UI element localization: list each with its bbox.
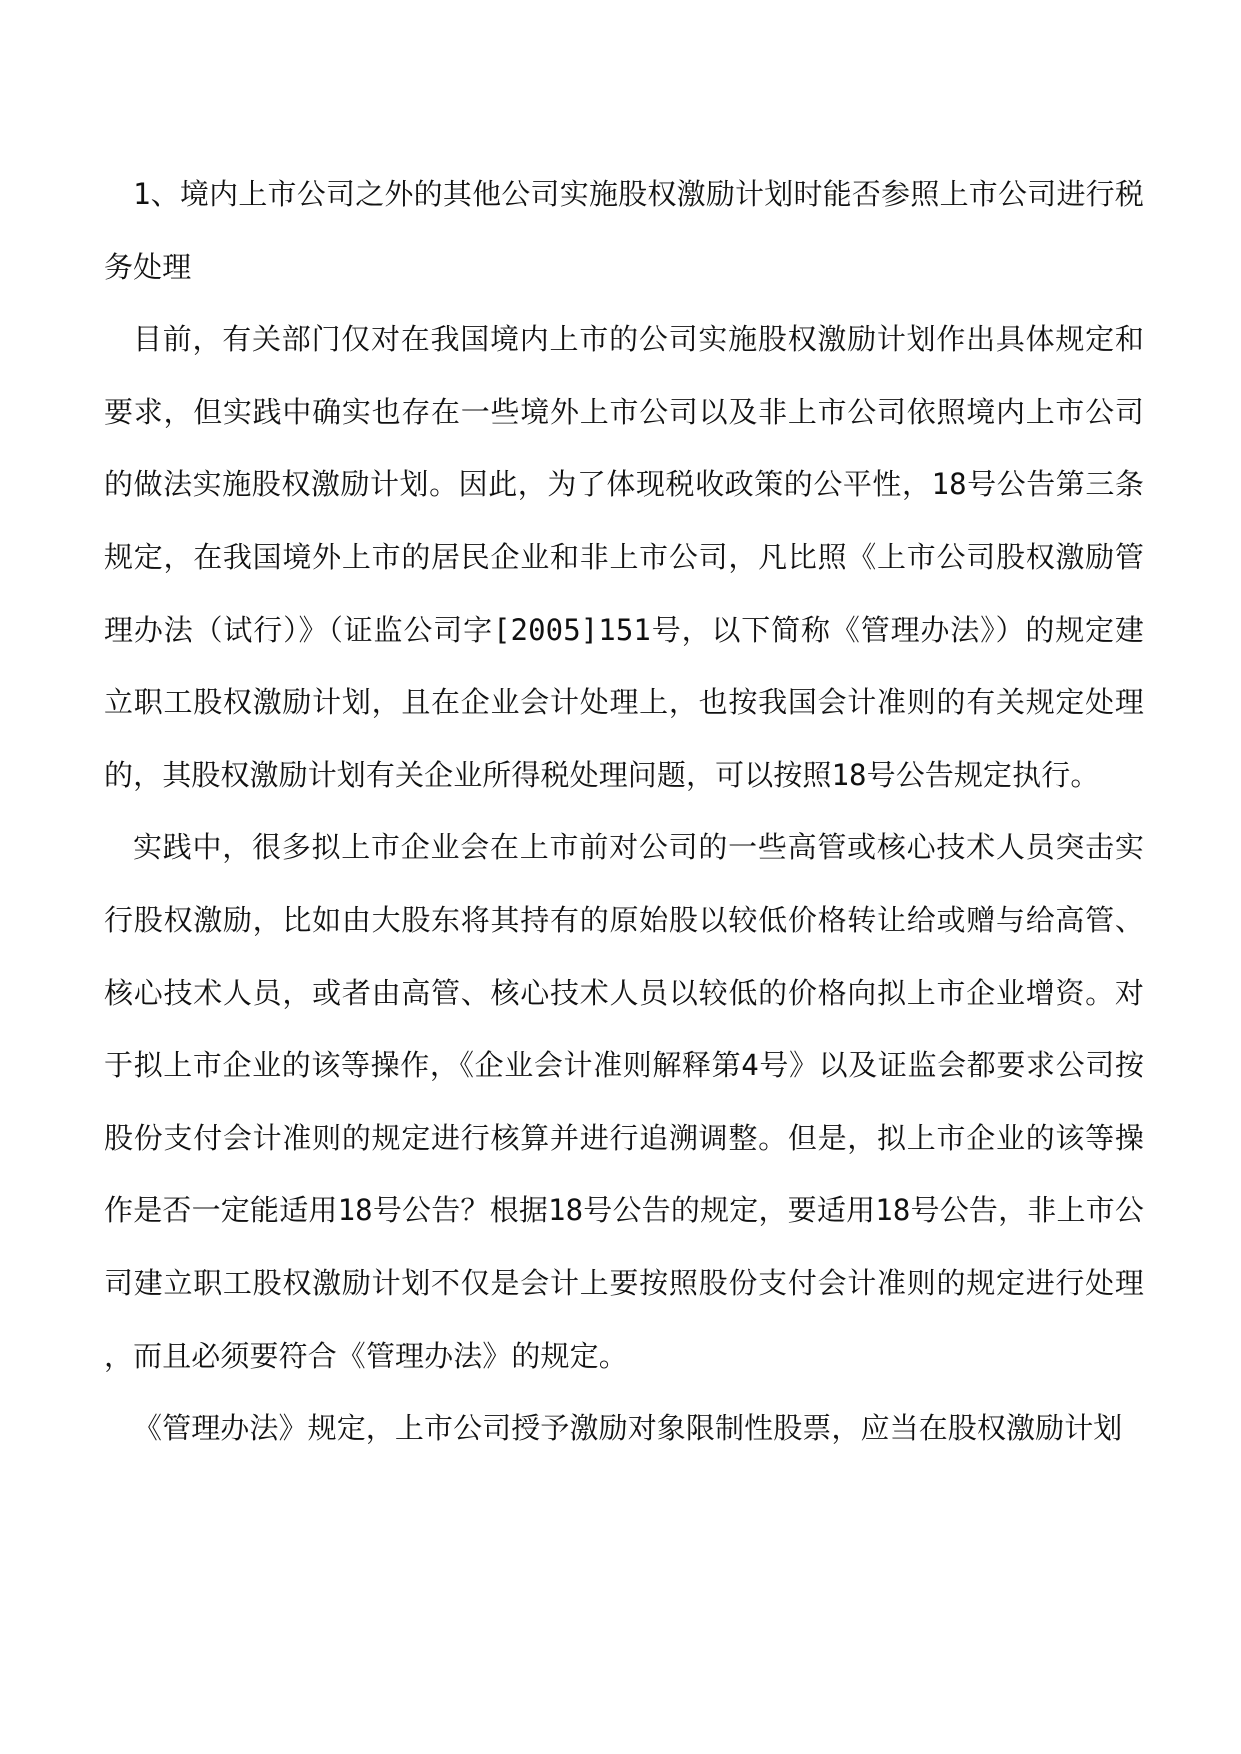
paragraph-heading: 1、境内上市公司之外的其他公司实施股权激励计划时能否参照上市公司进行税务处理: [104, 177, 1144, 284]
paragraph: 实践中，很多拟上市企业会在上市前对公司的一些高管或核心技术人员突击实行股权激励，比如由大股东将其持有的原始股以较低价格转让给或赠与给高管、核心技术人员，或者由高管、核心技术人员以较低的价格向拟上市企业增资。对于拟上市企业的该等操作，《企业会计准则解释第4号》以及证监会都要求公司按股份支付会计准则的规定进行核算并进行追溯调整。但是，拟上市企业的该等操作是否一定能适用18号公告？根据18号公告的规定，要适用18号公告，非上市公司建立职工股权激励计划不仅是会计上要按照股份支付会计准则的规定进行处理，而且必须要符合《管理办法》的规定。: [104, 830, 1144, 1373]
paragraph: 《管理办法》规定，上市公司授予激励对象限制性股票，应当在股权激励计划: [133, 1411, 1123, 1446]
paragraph: 目前，有关部门仅对在我国境内上市的公司实施股权激励计划作出具体规定和要求，但实践中确实也存在一些境外上市公司以及非上市公司依照境内上市公司的做法实施股权激励计划。因此，为了体现税收政策的公平性，18号公告第三条规定，在我国境外上市的居民企业和非上市公司，凡比照《上市公司股权激励管理办法（试行）》（证监公司字[2005]151号，以下简称《管理办法》）的规定建立职工股权激励计划，且在企业会计处理上，也按我国会计准则的有关规定处理的，其股权激励计划有关企业所得税处理问题，可以按照18号公告规定执行。: [104, 322, 1144, 792]
document-body: [104, 158, 1144, 1465]
